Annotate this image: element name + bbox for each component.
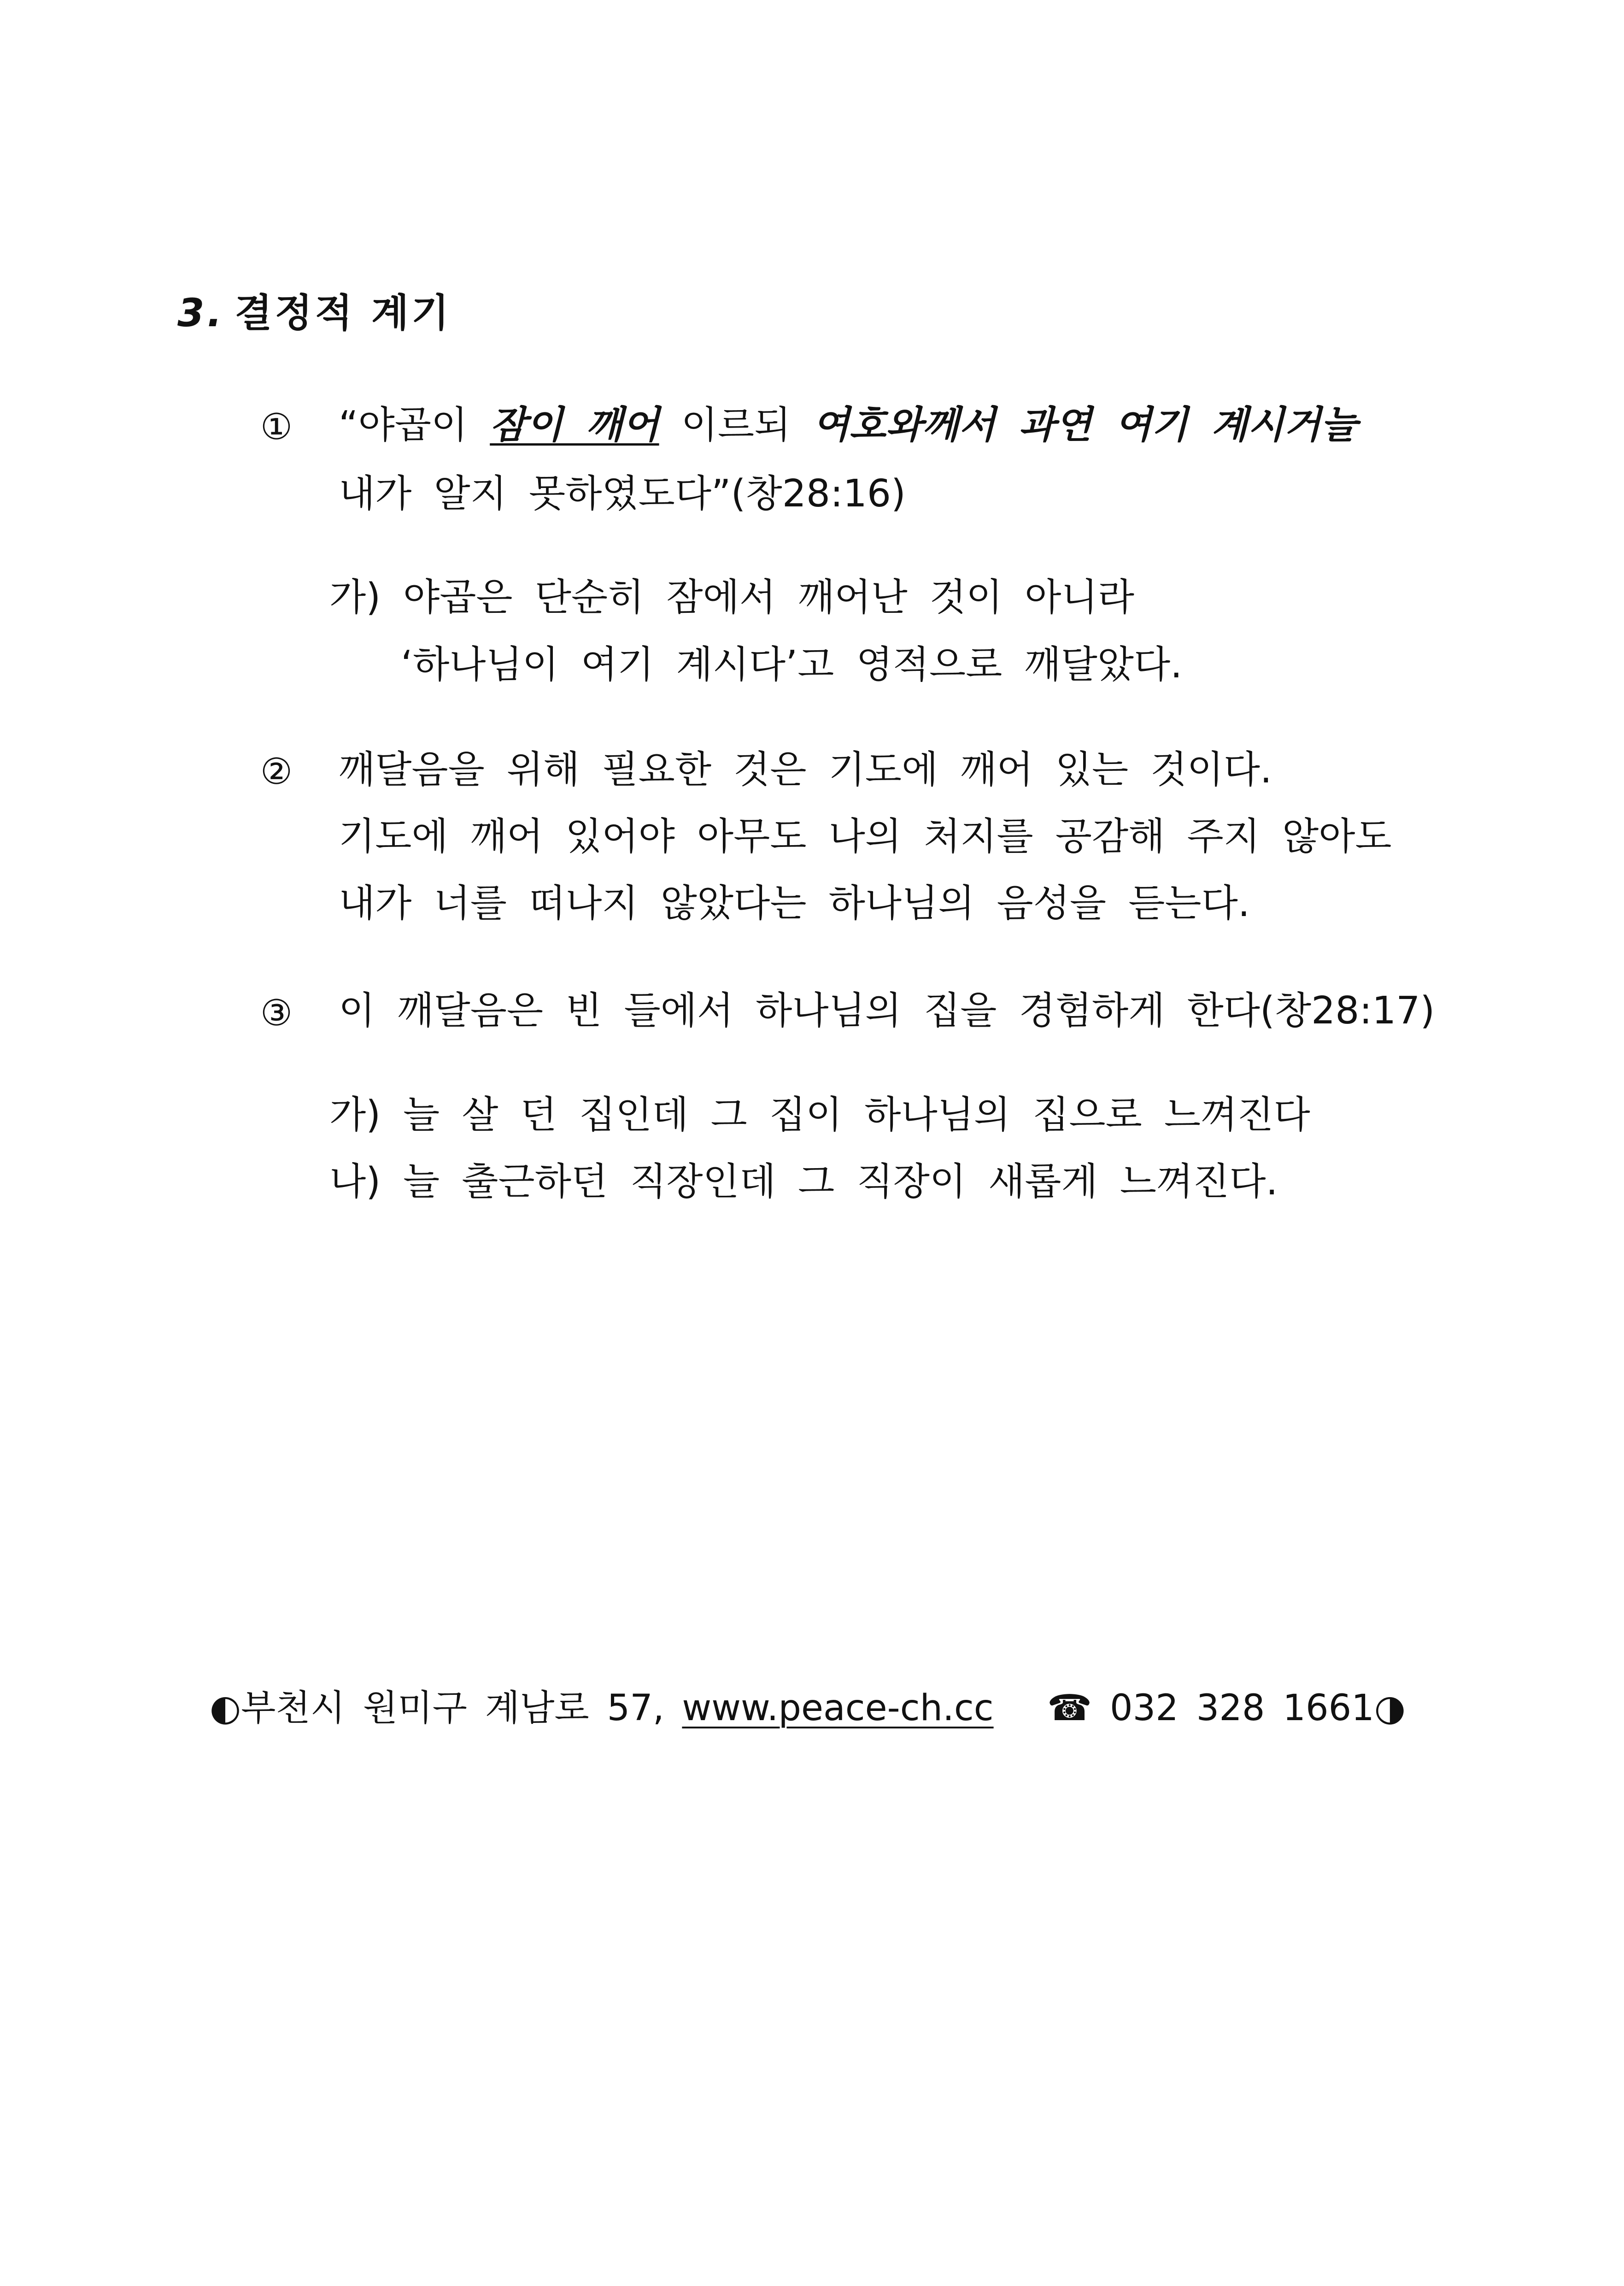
- item-3-sub-1-marker: 가): [329, 1093, 381, 1137]
- church-footer: [210, 1687, 1406, 1729]
- item-1-emphasis: 여호와께서 과연 여기 계시거늘: [813, 403, 1357, 447]
- section-title: 결정적 계기: [235, 290, 452, 335]
- item-3-sub-2-marker: 나): [329, 1160, 381, 1204]
- half-circle-right-icon: ◑: [1374, 1687, 1406, 1729]
- item-3-sub-1-text: 늘 살 던 집인데 그 집이 하나님의 집으로 느껴진다: [403, 1093, 1310, 1137]
- item-marker-2: ②: [260, 751, 293, 793]
- item-2-line-2: 기도에 깨어 있어야 아무도 나의 처지를 공감해 주지 않아도: [339, 815, 1392, 858]
- item-2-line-3: 내가 너를 떠나지 않았다는 하나님의 음성을 듣는다.: [339, 881, 1250, 925]
- item-marker-3: ③: [260, 993, 293, 1034]
- item-1-sub-marker: 가): [329, 576, 381, 619]
- website-link[interactable]: www.peace-ch.cc: [682, 1687, 994, 1729]
- phone-icon: ☎: [1047, 1687, 1092, 1729]
- item-marker-1: ①: [260, 406, 293, 448]
- section-heading: [177, 282, 451, 338]
- section-number: 3.: [177, 290, 225, 335]
- footer-address: 부천시 원미구 계남로 57,: [241, 1687, 664, 1729]
- item-1-sub-line-1: 야곱은 단순히 잠에서 깨어난 것이 아니라: [403, 576, 1134, 619]
- item-3-sub-2-text: 늘 출근하던 직장인데 그 직장이 새롭게 느껴진다.: [403, 1160, 1278, 1204]
- item-1-line-2: 내가 알지 못하였도다”(창28:16): [339, 472, 906, 516]
- item-2-line-1: 깨달음을 위해 필요한 것은 기도에 깨어 있는 것이다.: [339, 748, 1272, 792]
- item-1-sub-line-2: ‘하나님이 여기 계시다’고 영적으로 깨달았다.: [401, 643, 1183, 687]
- half-circle-left-icon: ◐: [210, 1687, 241, 1729]
- item-1-line-1: [339, 403, 1357, 447]
- item-1-emphasis-underlined: 잠이 깨어: [490, 403, 659, 447]
- item-1-text-b: 이르되: [659, 403, 813, 447]
- item-3-line-1: 이 깨달음은 빈 들에서 하나님의 집을 경험하게 한다(창28:17): [339, 989, 1435, 1033]
- footer-phone: 032 328 1661: [1110, 1687, 1374, 1729]
- item-1-text-a: “야곱이: [339, 403, 490, 447]
